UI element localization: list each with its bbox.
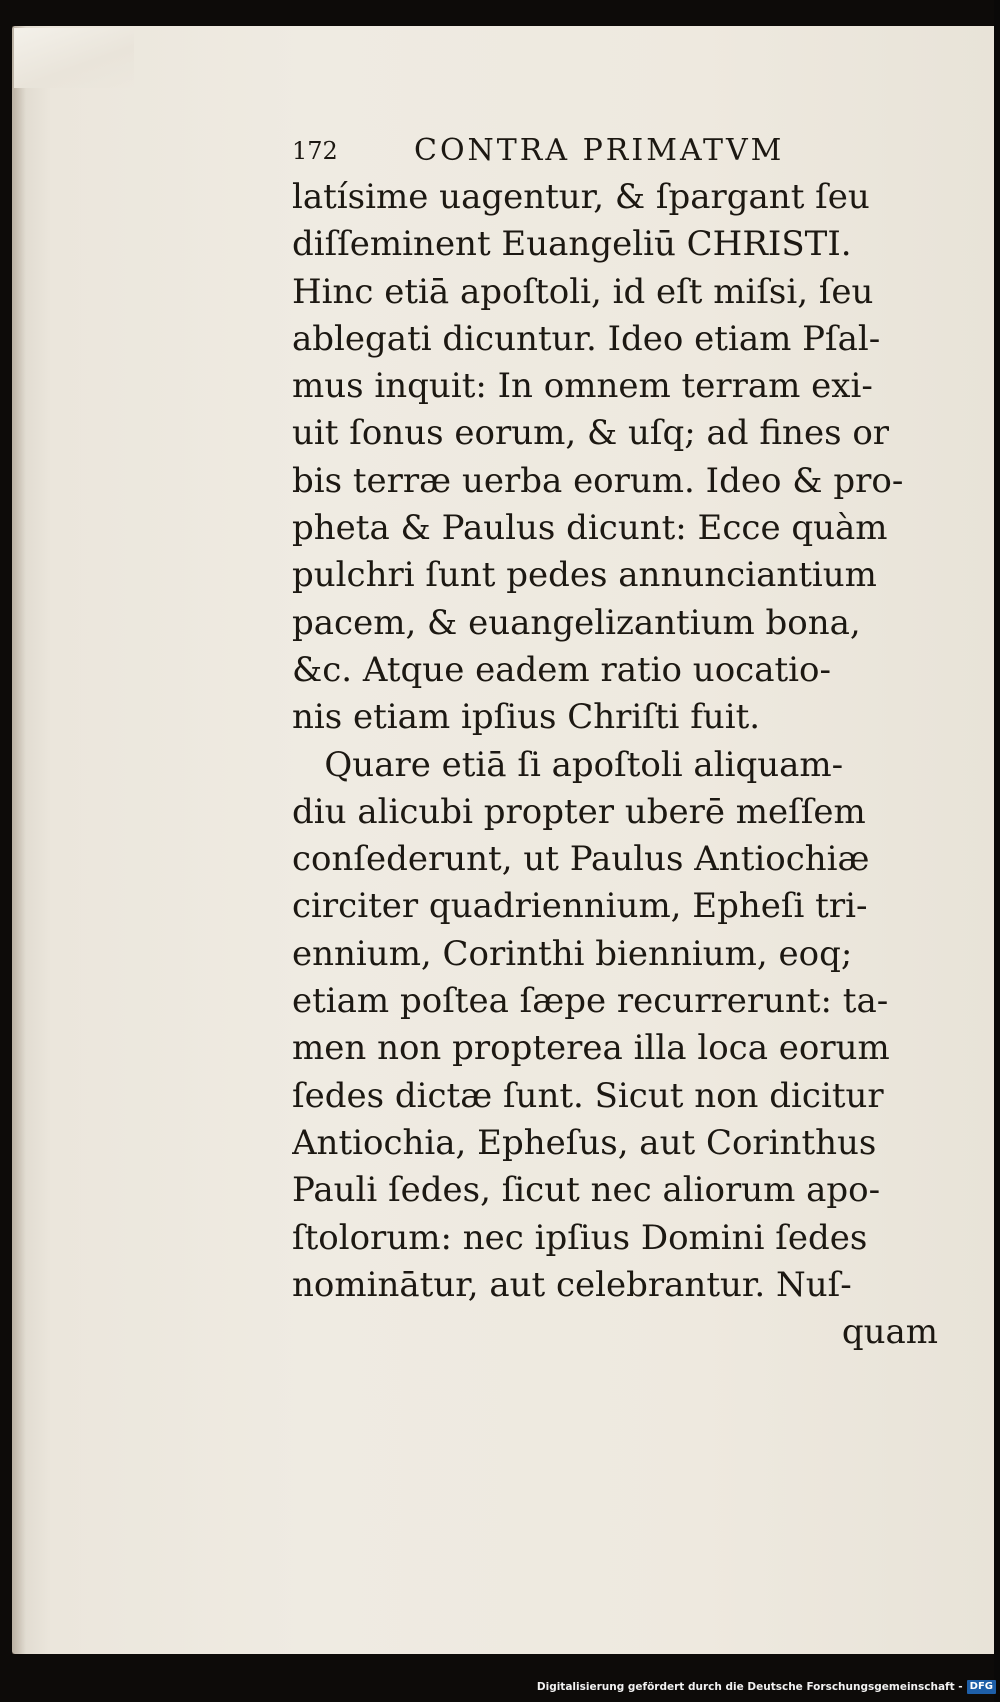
text-line: diſſeminent Euangeliū CHRISTI. — [292, 224, 852, 265]
text-line: ablegati dicuntur. Ideo etiam Pſal- — [292, 318, 881, 359]
text-line: latísime uagentur, & ſpargant ſeu — [292, 177, 870, 217]
text-line: &c. Atque eadem ratio uocatio- — [292, 649, 831, 690]
page-number: 172 — [292, 137, 338, 165]
digitization-credit — [537, 1676, 996, 1698]
text-line: ſtolorum: nec ipſius Domini ſedes — [292, 1217, 868, 1258]
page-corner-fold — [14, 28, 134, 88]
text-line: men non propterea illa loca eorum — [292, 1028, 890, 1069]
text-line: Hinc etiā apoſtoli, id eſt miſsi, ſeu — [292, 271, 874, 312]
text-line: bis terræ uerba eorum. Ideo & pro- — [292, 460, 904, 501]
text-line: uit ſonus eorum, & uſq; ad fines or — [292, 413, 890, 454]
text-block — [292, 128, 952, 1356]
paragraph-start-line: Quare etiā ſi apoſtoli aliquam- — [292, 744, 844, 785]
text-line: nis etiam ipſius Chriſti fuit. — [292, 697, 761, 738]
page-gutter-shadow — [12, 26, 26, 1654]
catchword: quam — [841, 1312, 938, 1353]
running-title: CONTRA PRIMATVM — [414, 133, 785, 168]
text-line: ennium, Corinthi biennium, eoq; — [292, 933, 853, 974]
text-line: diu alicubi propter uberē meſſem — [292, 791, 866, 832]
text-line: pacem, & euangelizantium bona, — [292, 602, 861, 643]
text-line: circiter quadriennium, Epheſi tri- — [292, 886, 868, 927]
text-line: nominātur, aut celebrantur. Nuſ- — [292, 1264, 852, 1305]
scan-edge — [994, 0, 1000, 1702]
text-line: Antiochia, Epheſus, aut Corinthus — [292, 1122, 877, 1163]
text-line: etiam poſtea ſæpe recurrerunt: ta- — [292, 981, 889, 1022]
running-head — [292, 128, 952, 174]
text-line: ſedes dictæ ſunt. Sicut non dicitur — [292, 1075, 884, 1116]
text-line: pheta & Paulus dicunt: Ecce quàm — [292, 508, 888, 549]
text-line: mus inquit: In omnem terram exi- — [292, 366, 873, 407]
text-line: pulchri ſunt pedes annunciantium — [292, 555, 877, 596]
text-line: conſederunt, ut Paulus Antiochiæ — [292, 839, 870, 880]
dfg-logo-icon: DFG — [967, 1680, 996, 1694]
credit-text: Digitalisierung gefördert durch die Deutsche Forschungsgemeinschaft - — [536, 1681, 963, 1693]
text-line: Pauli ſedes, ſicut nec aliorum apo- — [292, 1170, 881, 1211]
